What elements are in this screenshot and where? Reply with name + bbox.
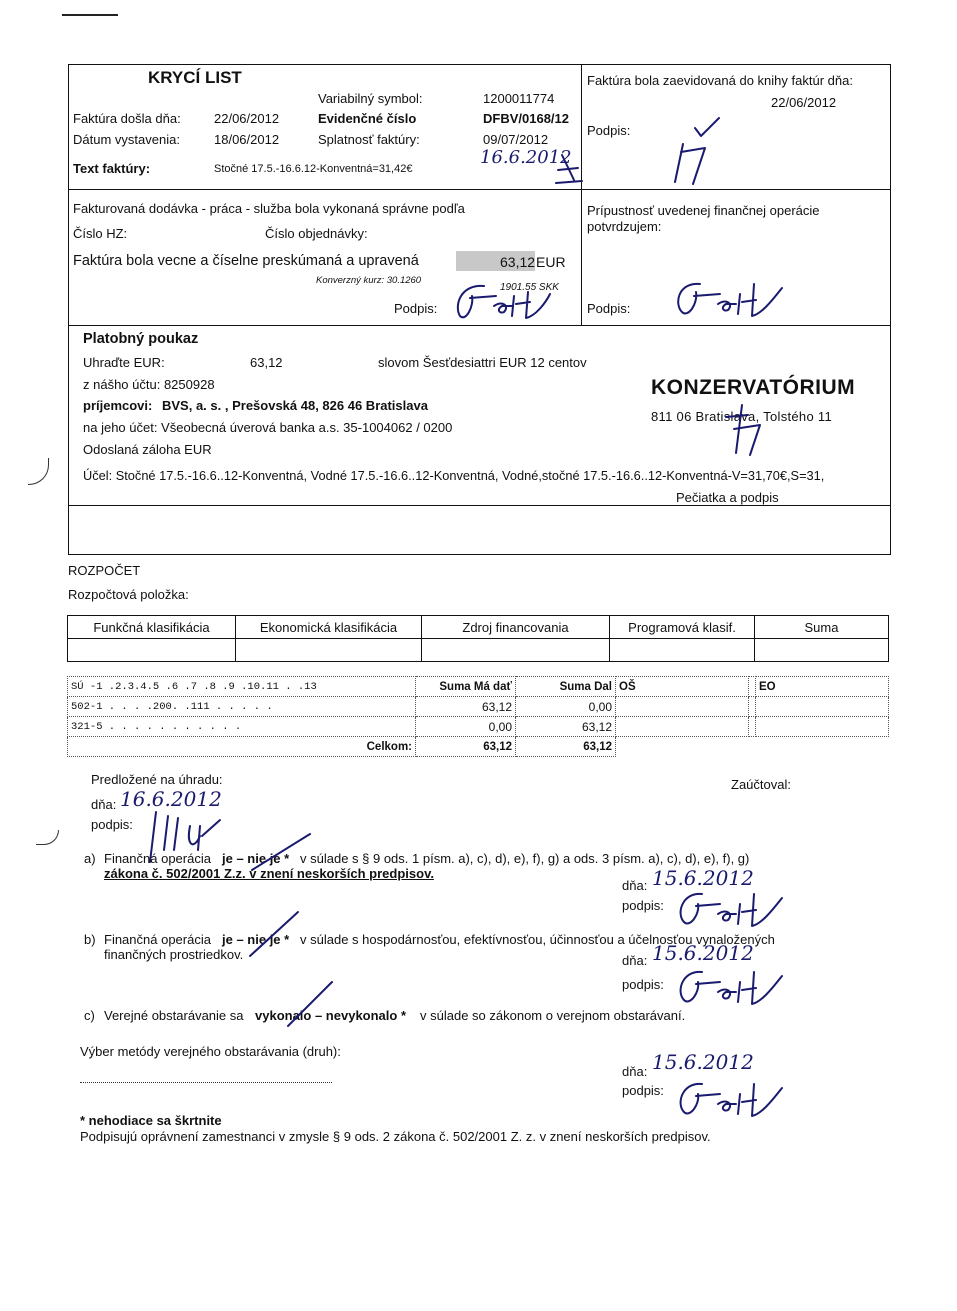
accounts-header-su: SÚ -1 .2.3.4.5 .6 .7 .8 .9 .10.11 . .13 — [68, 677, 416, 697]
b-strike — [236, 910, 316, 960]
text-faktury-label: Text faktúry: — [73, 161, 151, 176]
accounts-table — [67, 676, 889, 757]
dna-label-1: dňa: — [91, 797, 117, 812]
a-law: zákona č. 502/2001 Z.z. v znení neskorších predpisov. — [104, 866, 434, 881]
accounts-cell — [756, 717, 889, 737]
accounts-cell — [616, 737, 749, 757]
podpis-label-3: podpis: — [622, 977, 664, 992]
header-initials — [552, 150, 592, 190]
accounts-cell — [749, 697, 756, 717]
accounts-cell-md: 0,00 — [416, 717, 516, 737]
budget-header-cell: Zdroj financovania — [422, 616, 610, 639]
budget-cell — [68, 639, 236, 662]
b-text-1: Finančná operácia — [104, 932, 211, 947]
accounts-header-md: Suma Má dať — [416, 677, 516, 697]
potvrdzujem-label: potvrdzujem: — [587, 219, 662, 234]
dna-label-4: dňa: — [622, 1064, 648, 1079]
z-nasho-uctu: z nášho účtu: 8250928 — [83, 377, 215, 392]
accounts-header-os: OŠ — [616, 677, 749, 697]
stamp-address: 811 06 Bratislava, Tolstého 11 — [651, 409, 833, 424]
accounts-total-md: 63,12 — [416, 737, 516, 757]
evid-kniha-date: 22/06/2012 — [771, 95, 837, 110]
na-jeho-ucet: na jeho účet: Všeobecná úverová banka a.s. 35-1004062 / 0200 — [83, 420, 453, 435]
accounts-cell — [749, 717, 756, 737]
cislo-objednavky-label: Číslo objednávky: — [265, 226, 368, 241]
prijemcovi-label: príjemcovi: — [83, 398, 153, 413]
divider-row1 — [68, 189, 891, 190]
konverzny-kurz: Konverzný kurz: 30.1260 — [316, 275, 422, 286]
zauctoval-label: Zaúčtoval: — [731, 777, 791, 792]
suma-value: 63,12 — [500, 254, 536, 270]
cislo-hz-label: Číslo HZ: — [73, 226, 128, 241]
platobny-title: Platobný poukaz — [83, 331, 199, 347]
budget-header-cell: Programová klasif. — [610, 616, 755, 639]
accounts-total-row — [68, 737, 889, 757]
punch-hole-mark-2 — [36, 830, 59, 845]
scan-mark — [62, 14, 118, 16]
c-strike — [280, 980, 340, 1030]
uhradte-label: Uhraďte EUR: — [83, 355, 165, 370]
signature-a — [672, 884, 792, 934]
accounts-cell — [616, 717, 749, 737]
faktura-dosla-label: Faktúra došla dňa: — [73, 111, 181, 126]
accounts-cell-d: 0,00 — [516, 697, 616, 717]
a-text-2: v súlade s § 9 ods. 1 písm. a), c), d), e), f), g) a ods. 3 písm. a), c), d), e), f), g) — [300, 851, 750, 866]
podpis-label-2: podpis: — [622, 898, 664, 913]
c-marker: c) — [84, 1008, 95, 1023]
podpis-label-top-right: Podpis: — [587, 123, 631, 138]
handwritten-date-2: 15.6.2012 — [652, 866, 754, 890]
signature-middle — [450, 276, 570, 326]
rozpoctova-polozka: Rozpočtová položka: — [68, 587, 189, 602]
uhradte-value: 63,12 — [250, 355, 283, 370]
splatnost-value: 09/07/2012 — [483, 132, 549, 147]
faktura-dosla-value: 22/06/2012 — [214, 111, 280, 126]
evid-cislo-value: DFBV/0168/12 — [483, 111, 569, 126]
page-title: KRYCÍ LIST — [148, 68, 242, 87]
vyber-label: Výber metódy verejného obstarávania (druh): — [80, 1044, 341, 1059]
handwritten-date-1: 16.6.2012 — [120, 787, 222, 811]
b-text-2: v súlade s hospodárnosťou, efektívnosťou, účinnosťou a účelnosťou vynaložených — [300, 932, 775, 947]
budget-table — [67, 615, 889, 662]
accounts-cell-su: 502-1 . . . .200. .111 . . . . . — [68, 697, 416, 717]
divider-top-right — [581, 64, 582, 326]
podpis-label-4: podpis: — [622, 1083, 664, 1098]
punch-hole-mark-1 — [28, 458, 49, 485]
budget-cell — [422, 639, 610, 662]
handwritten-date-header: 16.6.2012 — [480, 147, 572, 168]
accounts-cell-d: 63,12 — [516, 717, 616, 737]
a-marker: a) — [84, 851, 96, 866]
signature-c — [672, 1074, 792, 1124]
handwritten-date-4: 15.6.2012 — [652, 1050, 754, 1074]
budget-cell — [610, 639, 755, 662]
signature-right-mid — [670, 272, 800, 322]
accounts-cell — [756, 737, 889, 757]
pripustnost-label: Prípustnosť uvedenej finančnej operácie — [587, 203, 820, 218]
accounts-cell — [749, 737, 756, 757]
c-bold: vykonalo – nevykonalo * — [255, 1008, 407, 1023]
accounts-header-blank — [749, 677, 756, 697]
a-text-1: Finančná operácia — [104, 851, 211, 866]
evid-cislo-label: Evidenčné číslo — [318, 111, 417, 126]
c-text-2: v súlade so zákonom o verejnom obstarávaní. — [420, 1008, 686, 1023]
var-symbol-value: 1200011774 — [483, 91, 555, 106]
podpis-label-middle: Podpis: — [394, 301, 438, 316]
signature-stamp — [712, 395, 772, 465]
b-text-3: finančných prostriedkov. — [104, 947, 244, 962]
budget-cell — [236, 639, 422, 662]
accounts-total-label: Celkom: — [68, 737, 416, 757]
dna-label-2: dňa: — [622, 878, 648, 893]
dna-label-3: dňa: — [622, 953, 648, 968]
skk-value: 1901.55 SKK — [500, 282, 559, 293]
accounts-cell — [616, 697, 749, 717]
budget-header-row — [68, 616, 889, 639]
budget-empty-row — [68, 639, 889, 662]
odoslana-zaloha: Odoslaná záloha EUR — [83, 442, 212, 457]
stamp-name: KONZERVATÓRIUM — [651, 376, 856, 399]
signature-top-right — [667, 110, 727, 190]
accounts-header-eo: EO — [756, 677, 889, 697]
ucel-text: Účel: Stočné 17.5.-16.6..12-Konventná, Vodné 17.5.-16.6..12-Konventná, Vodné,stočné 17.5.-16.6..12-Konventná-V=31,70€,S=31, — [83, 468, 825, 483]
slovom-text: slovom Šesťdesiattri EUR 12 centov — [378, 355, 587, 370]
handwritten-date-3: 15.6.2012 — [652, 941, 754, 965]
accounts-header-row — [68, 677, 889, 697]
var-symbol-label: Variabilný symbol: — [318, 91, 423, 106]
accounts-cell-md: 63,12 — [416, 697, 516, 717]
dodavka-text: Fakturovaná dodávka - práca - služba bola vykonaná správne podľa — [73, 201, 465, 216]
budget-header-cell: Ekonomická klasifikácia — [236, 616, 422, 639]
accounts-header-d: Suma Dal — [516, 677, 616, 697]
accounts-total-d: 63,12 — [516, 737, 616, 757]
peciatka-label: Pečiatka a podpis — [676, 490, 779, 505]
accounts-row — [68, 697, 889, 717]
accounts-row — [68, 717, 889, 737]
budget-header-cell: Funkčná klasifikácia — [68, 616, 236, 639]
text-faktury-value: Stočné 17.5.-16.6.12-Konventná=31,42€ — [214, 163, 413, 175]
divider-row3 — [68, 505, 891, 506]
c-text-1: Verejné obstarávanie sa — [104, 1008, 244, 1023]
rozpocet-title: ROZPOČET — [68, 563, 141, 578]
b-marker: b) — [84, 932, 96, 947]
signature-b — [672, 962, 792, 1012]
a-bold: je – nie je * — [222, 851, 290, 866]
a-strike — [240, 832, 320, 872]
budget-header-cell: Suma — [755, 616, 889, 639]
evid-kniha-label: Faktúra bola zaevidovaná do knihy faktúr dňa: — [587, 73, 853, 88]
b-bold: je – nie je * — [222, 932, 290, 947]
podpisuju-note: Podpisujú oprávnení zamestnanci v zmysle § 9 ods. 2 zákona č. 502/2001 Z. z. v znení neskorších predpisov. — [80, 1129, 711, 1144]
suma-currency: EUR — [536, 254, 566, 270]
accounts-cell-su: 321-5 . . . . . . . . . . . — [68, 717, 416, 737]
nehodiace-note: * nehodiace sa škrtnite — [80, 1113, 222, 1128]
prijemcovi-value: BVS, a. s. , Prešovská 48, 826 46 Bratislava — [162, 398, 428, 413]
predlozene-label: Predložené na úhradu: — [91, 772, 223, 787]
podpis-label-right-mid: Podpis: — [587, 301, 631, 316]
budget-cell — [755, 639, 889, 662]
preskumana-text: Faktúra bola vecne a číselne preskúmaná a upravená — [73, 253, 419, 269]
vyber-line — [80, 1072, 332, 1083]
splatnost-label: Splatnosť faktúry: — [318, 132, 420, 147]
datum-vystavenia-value: 18/06/2012 — [214, 132, 280, 147]
podpis-label-1: podpis: — [91, 817, 133, 832]
accounts-cell — [756, 697, 889, 717]
datum-vystavenia-label: Dátum vystavenia: — [73, 132, 180, 147]
